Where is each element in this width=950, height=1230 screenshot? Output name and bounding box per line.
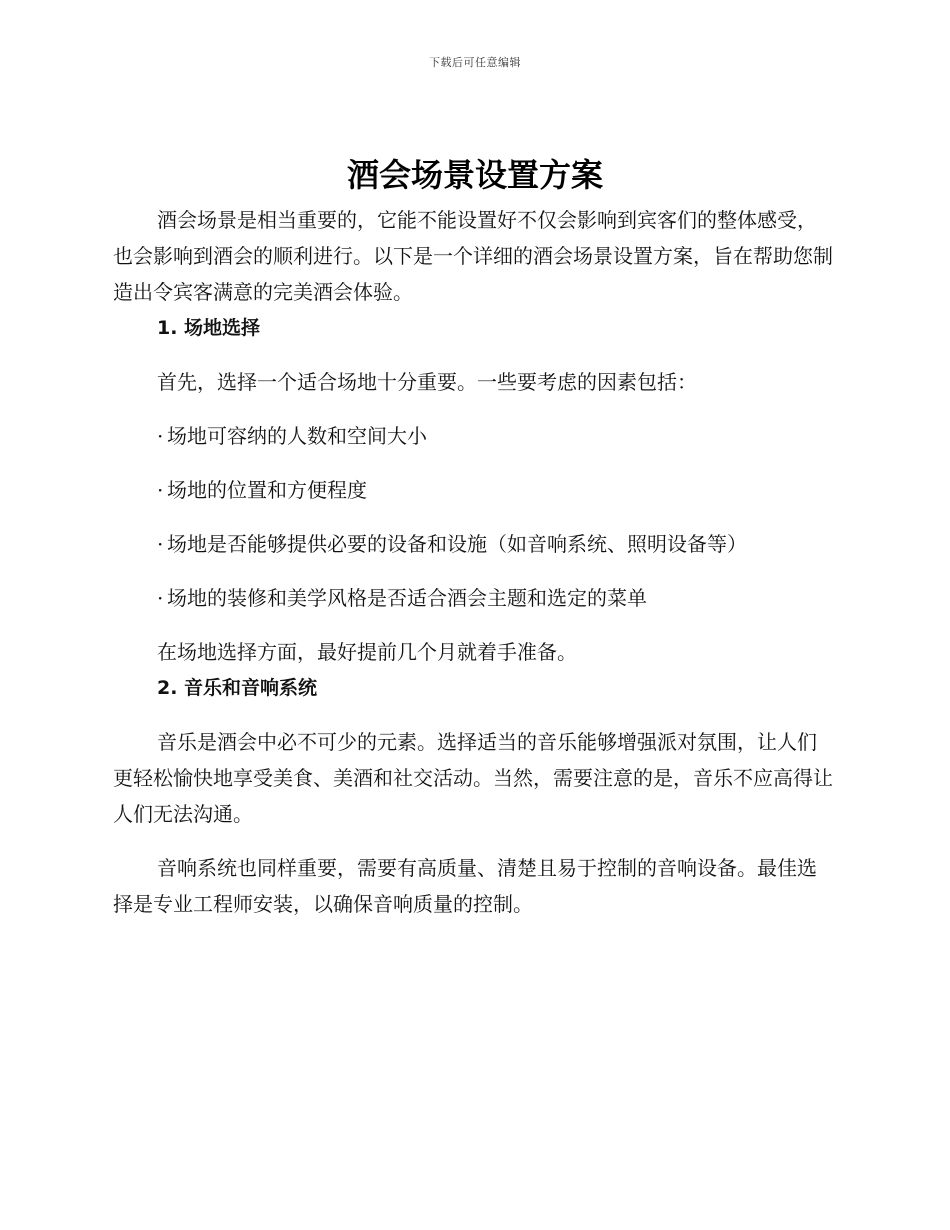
list-item <box>113 580 833 616</box>
section-venue-lead: 首先，选择一个适合场地十分重要。一些要考虑的因素包括： <box>157 370 697 394</box>
page-header-note: 下载后可任意编辑 <box>429 56 521 69</box>
bullet-marker: · <box>157 586 164 610</box>
list-item-text: 场地可容纳的人数和空间大小 <box>167 424 427 448</box>
bullet-marker: · <box>157 424 164 448</box>
list-item <box>113 472 833 508</box>
intro-paragraph: 酒会场景是相当重要的，它能不能设置好不仅会影响到宾客们的整体感受，也会影响到酒会的顺利进行。以下是一个详细的酒会场景设置方案，旨在帮助您制造出令宾客满意的完美酒会体验。 <box>113 208 833 304</box>
section-music-paragraph: 音乐是酒会中必不可少的元素。选择适当的音乐能够增强派对氛围，让人们更轻松愉快地享受美食、美酒和社交活动。当然，需要注意的是，音乐不应高得让人们无法沟通。 <box>113 730 833 826</box>
section-heading-music: 2. 音乐和音响系统 <box>157 677 318 699</box>
list-item-text: 场地的装修和美学风格是否适合酒会主题和选定的菜单 <box>167 586 647 610</box>
list-item <box>113 526 833 562</box>
section-heading-venue: 1. 场地选择 <box>157 317 261 339</box>
document-body <box>113 202 833 922</box>
bullet-marker: · <box>157 478 164 502</box>
section-venue-closing: 在场地选择方面，最好提前几个月就着手准备。 <box>157 640 577 664</box>
section-music-paragraph: 音响系统也同样重要，需要有高质量、清楚且易于控制的音响设备。最佳选择是专业工程师安装，以确保音响质量的控制。 <box>113 856 817 916</box>
bullet-marker: · <box>157 532 164 556</box>
document-title: 酒会场景设置方案 <box>346 156 603 194</box>
list-item-text: 场地是否能够提供必要的设备和设施（如音响系统、照明设备等） <box>167 532 747 556</box>
list-item-text: 场地的位置和方便程度 <box>167 478 367 502</box>
list-item <box>113 418 833 454</box>
